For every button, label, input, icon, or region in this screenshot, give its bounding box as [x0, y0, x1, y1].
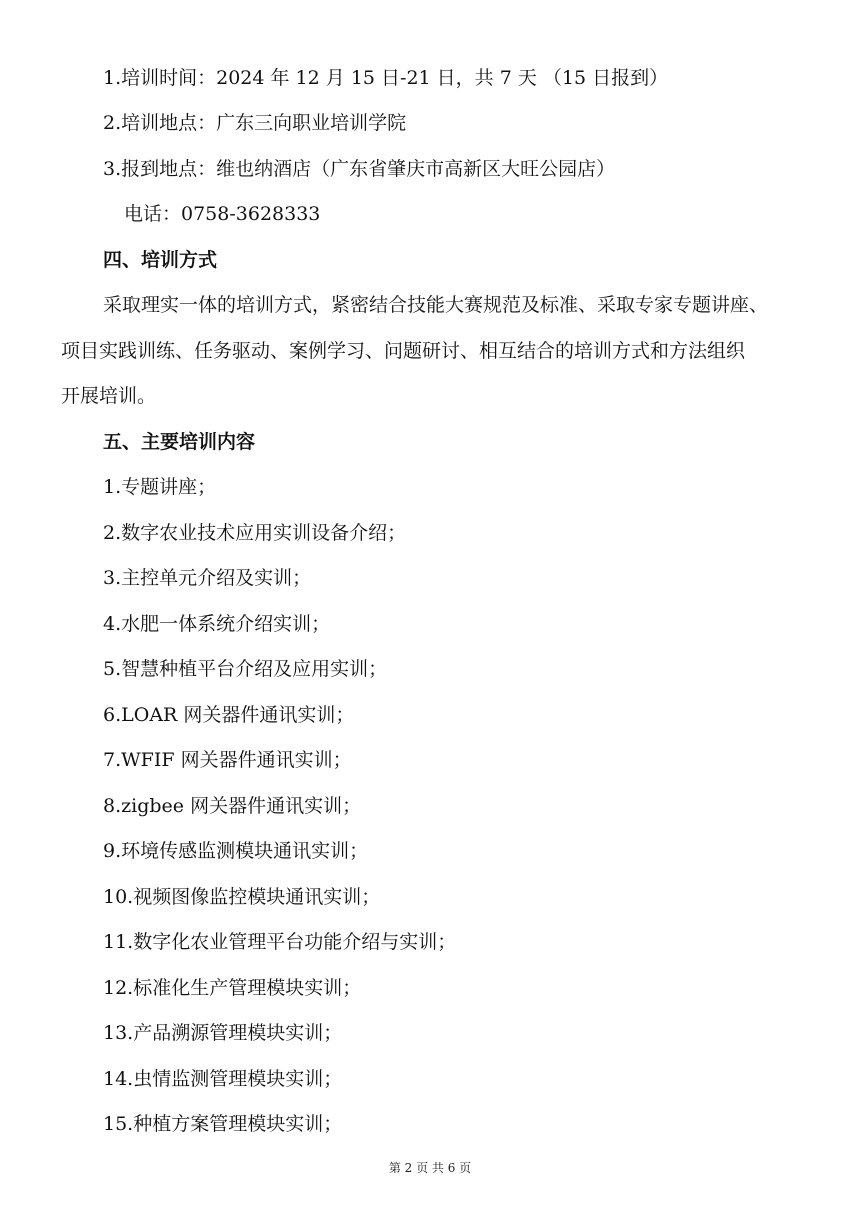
list-item: 13.产品溯源管理模块实训； [103, 1022, 343, 1044]
list-item: 5.智慧种植平台介绍及应用实训； [103, 658, 388, 680]
list-item: 14.虫情监测管理模块实训； [103, 1068, 343, 1090]
list-item: 4.水肥一体系统介绍实训； [103, 613, 331, 635]
training-place: 2.培训地点：广东三向职业培训学院 [103, 112, 407, 134]
list-item: 2.数字农业技术应用实训设备介绍； [103, 522, 407, 544]
list-item: 3.主控单元介绍及实训； [103, 567, 312, 589]
list-item: 1.专题讲座； [103, 476, 217, 498]
list-item: 15.种植方案管理模块实训； [103, 1113, 343, 1135]
training-time: 1.培训时间：2024 年 12 月 15 日-21 日，共 7 天 （15 日报到） [103, 67, 669, 89]
list-item: 6.LOAR 网关器件通讯实训； [103, 704, 355, 726]
section-4-heading: 四、培训方式 [103, 249, 218, 271]
contact-phone: 电话：0758-3628333 [124, 203, 321, 225]
checkin-place: 3.报到地点：维也纳酒店（广东省肇庆市高新区大旺公园店） [103, 158, 616, 180]
list-item: 7.WFIF 网关器件通讯实训； [103, 749, 352, 771]
list-item: 9.环境传感监测模块通讯实训； [103, 840, 369, 862]
list-item: 12.标准化生产管理模块实训； [103, 977, 362, 999]
section-4-paragraph-line-3: 开展培训。 [61, 385, 157, 407]
list-item: 8.zigbee 网关器件通讯实训； [103, 795, 362, 817]
section-4-paragraph-line-1: 采取理实一体的培训方式，紧密结合技能大赛规范及标准、采取专家专题讲座、 [103, 294, 769, 316]
page-number-footer: 第 2 页 共 6 页 [388, 1161, 472, 1175]
section-5-heading: 五、主要培训内容 [103, 431, 256, 453]
section-4-paragraph-line-2: 项目实践训练、任务驱动、案例学习、问题研讨、相互结合的培训方式和方法组织 [61, 340, 746, 362]
list-item: 10.视频图像监控模块通讯实训； [103, 886, 381, 908]
list-item: 11.数字化农业管理平台功能介绍与实训； [103, 931, 457, 953]
